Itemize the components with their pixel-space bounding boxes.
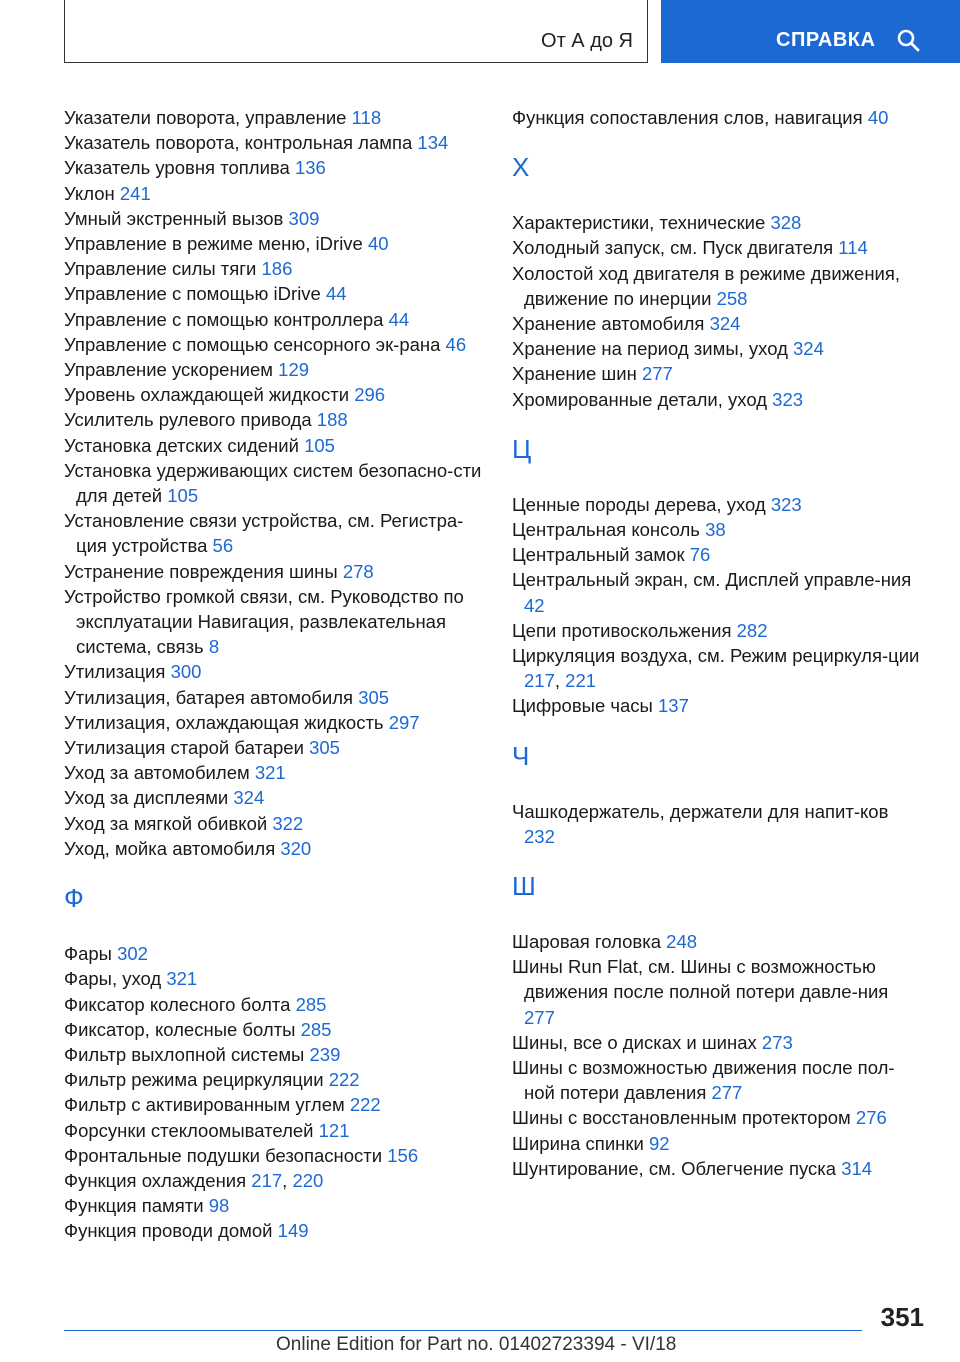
index-entry-text: Фильтр режима рециркуляции bbox=[64, 1069, 324, 1091]
page-link[interactable]: 134 bbox=[417, 132, 449, 154]
index-entry-text: Хранение на период зимы, уход bbox=[512, 338, 788, 360]
index-entry-text: Уход за автомобилем bbox=[64, 762, 250, 784]
page-link[interactable]: 285 bbox=[295, 993, 327, 1015]
index-entry bbox=[512, 235, 922, 260]
index-entry-text: Центральный замок bbox=[512, 544, 685, 566]
page-link[interactable]: 188 bbox=[316, 409, 348, 431]
index-entry-text: Устройство громкой связи, см. Руководство по эксплуатации Навигация, развлекательная система, связь bbox=[64, 585, 464, 658]
index-entry-text: Хранение автомобиля bbox=[512, 313, 705, 335]
index-entry-text: Фронтальные подушки безопасности bbox=[64, 1144, 383, 1166]
page-link[interactable]: 217 bbox=[524, 670, 555, 692]
page-link[interactable]: 277 bbox=[711, 1082, 743, 1104]
page-link[interactable]: 296 bbox=[354, 384, 386, 406]
page-link[interactable]: 44 bbox=[325, 283, 347, 305]
index-entry bbox=[64, 735, 484, 760]
index-entry: Функция охлаждения 217, 220 bbox=[64, 1169, 324, 1191]
index-entry-text: Указатели поворота, управление bbox=[64, 107, 347, 128]
index-entry bbox=[512, 929, 922, 954]
index-entry bbox=[64, 710, 484, 735]
index-entry-text: Хромированные детали, уход bbox=[512, 388, 768, 410]
index-entry-text: Утилизация, батарея автомобиля bbox=[64, 686, 354, 708]
page-link[interactable]: 46 bbox=[445, 333, 467, 355]
page-link[interactable]: 105 bbox=[167, 485, 199, 507]
index-entry-text: Функция охлаждения bbox=[64, 1169, 247, 1191]
index-entry bbox=[64, 433, 484, 458]
index-entry bbox=[64, 357, 484, 382]
page-link[interactable]: 323 bbox=[770, 493, 802, 515]
index-entry bbox=[64, 1218, 484, 1243]
index-entry-text: Уход за дисплеями bbox=[64, 787, 229, 809]
index-entry-text: Цепи противоскольжения bbox=[512, 619, 732, 641]
index-entry-text: Указатель уровня топлива bbox=[64, 157, 290, 179]
section-letter: Ш bbox=[512, 871, 536, 902]
page-link[interactable]: 302 bbox=[117, 943, 148, 965]
index-entry-text: Циркуляция воздуха, см. Режим рециркуля-ции bbox=[512, 645, 920, 667]
page-link[interactable]: 277 bbox=[641, 363, 673, 385]
page-link[interactable]: 92 bbox=[648, 1132, 670, 1154]
index-entry bbox=[64, 332, 484, 357]
index-entry bbox=[512, 1131, 922, 1156]
page-link[interactable]: 320 bbox=[280, 837, 312, 859]
index-entry bbox=[512, 1105, 922, 1130]
index-entry bbox=[512, 618, 922, 643]
index-entry-text: Указатель поворота, контрольная лампа bbox=[64, 132, 413, 154]
index-entry bbox=[64, 685, 484, 710]
page-link[interactable]: 76 bbox=[689, 544, 711, 566]
index-column-right bbox=[512, 105, 922, 1181]
footer-edition: Online Edition for Part no. 01402723394 - VI/18 bbox=[276, 1334, 677, 1355]
page-link[interactable]: 156 bbox=[387, 1144, 419, 1166]
page-link[interactable]: 297 bbox=[388, 711, 420, 733]
index-entry bbox=[64, 458, 484, 508]
index-entry bbox=[64, 382, 484, 407]
index-entry bbox=[512, 954, 922, 1030]
page-link[interactable]: 137 bbox=[658, 695, 689, 717]
page-link[interactable]: 105 bbox=[304, 434, 335, 456]
index-entry bbox=[64, 811, 484, 836]
index-entry-text: Центральный экран, см. Дисплей управле-ния bbox=[512, 569, 912, 591]
index-entry bbox=[64, 659, 484, 684]
index-entry bbox=[512, 261, 922, 311]
index-entry bbox=[64, 785, 484, 810]
page-link[interactable]: 186 bbox=[261, 258, 293, 280]
index-entry-text: Шаровая головка bbox=[512, 931, 662, 953]
page-link[interactable]: 258 bbox=[716, 287, 748, 309]
index-entry bbox=[64, 559, 484, 584]
tab-a-to-z-label: От А до Я bbox=[541, 30, 633, 52]
index-entry bbox=[512, 517, 922, 542]
page-link[interactable]: 232 bbox=[524, 825, 555, 847]
index-entry bbox=[64, 231, 484, 256]
index-entry bbox=[512, 1055, 922, 1105]
index-entry-text: Функция памяти bbox=[64, 1195, 204, 1217]
index-entry-text: Управление ускорением bbox=[64, 359, 274, 381]
index-entry-text: Хранение шин bbox=[512, 363, 637, 385]
page-link[interactable]: 321 bbox=[166, 968, 198, 990]
index-entry bbox=[512, 567, 922, 617]
index-entry bbox=[64, 836, 484, 861]
index-entry-text: Утилизация, охлаждающая жидкость bbox=[64, 711, 384, 733]
index-entry-text: Фиксатор колесного болта bbox=[64, 993, 291, 1015]
index-entry-text: Характеристики, технические bbox=[512, 212, 766, 234]
index-entry-text: Центральная консоль bbox=[512, 519, 700, 541]
index-entry-text: Холодный запуск, см. Пуск двигателя bbox=[512, 237, 834, 259]
page-link[interactable]: 285 bbox=[300, 1018, 332, 1040]
page-link[interactable]: 38 bbox=[705, 519, 726, 541]
index-entry bbox=[64, 1017, 484, 1042]
index-entry-text: Шины, все о дисках и шинах bbox=[512, 1031, 757, 1053]
page-link[interactable]: 222 bbox=[328, 1069, 360, 1091]
page-link[interactable]: 324 bbox=[709, 313, 741, 335]
index-entry bbox=[512, 336, 922, 361]
page-link[interactable]: 300 bbox=[170, 661, 202, 683]
index-entry-text: Управление силы тяги bbox=[64, 258, 257, 280]
section-letter: Ф bbox=[64, 883, 84, 914]
page-link[interactable]: 121 bbox=[318, 1119, 350, 1141]
index-entry-text: Фары bbox=[64, 943, 112, 965]
index-entry-text: Фары, уход bbox=[64, 968, 162, 990]
page-link[interactable]: 149 bbox=[277, 1220, 309, 1242]
index-entry-text: Ширина спинки bbox=[512, 1132, 644, 1154]
page-link[interactable]: 324 bbox=[233, 787, 265, 809]
section-letter: Х bbox=[512, 152, 530, 183]
page-link[interactable]: 276 bbox=[855, 1107, 887, 1129]
index-entry bbox=[64, 941, 484, 966]
page-link[interactable]: 222 bbox=[349, 1094, 381, 1116]
page-link[interactable]: 309 bbox=[288, 207, 320, 229]
index-entry bbox=[64, 1193, 484, 1218]
index-entry bbox=[512, 105, 922, 130]
page-number: 351 bbox=[880, 1302, 924, 1332]
index-entry bbox=[64, 130, 484, 155]
index-entry bbox=[64, 584, 484, 660]
index-entry bbox=[64, 1092, 484, 1117]
section-letter: Ч bbox=[512, 740, 530, 771]
index-entry bbox=[64, 181, 484, 206]
section-letter: Ц bbox=[512, 433, 532, 464]
index-entry bbox=[512, 492, 922, 517]
index-entry-text: Утилизация bbox=[64, 661, 166, 683]
index-entry-text: Устранение повреждения шины bbox=[64, 560, 338, 582]
index-entry-text: Шины с возможностью движения после пол-ной потери давления bbox=[512, 1057, 895, 1104]
page-link[interactable]: 278 bbox=[342, 560, 374, 582]
index-entry-text: Ценные породы дерева, уход bbox=[512, 493, 766, 515]
index-entry-text: Шунтирование, см. Облегчение пуска bbox=[512, 1157, 837, 1179]
index-entry bbox=[64, 1067, 484, 1092]
page-link[interactable]: 40 bbox=[367, 233, 389, 255]
index-entry-text: Функция сопоставления слов, навигация bbox=[512, 107, 863, 128]
index-entry-text: Установление связи устройства, см. Регистра-ция устройства bbox=[64, 510, 464, 557]
index-entry bbox=[512, 693, 922, 718]
index-entry-text: Фильтр с активированным углем bbox=[64, 1094, 345, 1116]
index-entry-text: Холостой ход двигателя в режиме движения, движение по инерции bbox=[512, 262, 901, 309]
page-link[interactable]: 322 bbox=[272, 812, 304, 834]
index-entry-text: Управление с помощью сенсорного эк-рана bbox=[64, 333, 441, 355]
index-entry-text: Уклон bbox=[64, 182, 115, 204]
page-link[interactable]: 98 bbox=[208, 1195, 230, 1217]
index-entry-text: Управление с помощью контроллера bbox=[64, 308, 384, 330]
index-entry-text: Чашкодержатель, держатели для напит-ков bbox=[512, 800, 889, 822]
index-entry-text: Шины Run Flat, см. Шины с возможностью движения после полной потери давле-ния bbox=[512, 956, 889, 1003]
index-entry-text: Утилизация старой батареи bbox=[64, 737, 304, 759]
tab-a-to-z[interactable] bbox=[64, 0, 648, 63]
index-entry-text: Фиксатор, колесные болты bbox=[64, 1018, 296, 1040]
index-entry bbox=[64, 256, 484, 281]
index-entry-text: Установка детских сидений bbox=[64, 434, 299, 456]
index-entry bbox=[64, 281, 484, 306]
index-entry: Циркуляция воздуха, см. Режим рециркуля-ции 217, 221 bbox=[512, 645, 920, 692]
page-link[interactable]: 305 bbox=[358, 686, 390, 708]
index-entry bbox=[512, 1030, 922, 1055]
index-entry bbox=[64, 206, 484, 231]
index-entry bbox=[64, 992, 484, 1017]
page-link[interactable]: 118 bbox=[351, 107, 382, 128]
tab-help-label: СПРАВКА bbox=[776, 29, 876, 51]
index-entry bbox=[512, 799, 922, 849]
page-link[interactable]: 56 bbox=[212, 535, 234, 557]
index-entry-text: Уход, мойка автомобиля bbox=[64, 837, 276, 859]
page-link[interactable]: 273 bbox=[761, 1031, 793, 1053]
index-entry bbox=[64, 307, 484, 332]
index-entry bbox=[512, 542, 922, 567]
index-entry-text: Форсунки стеклоомывателей bbox=[64, 1119, 314, 1141]
page-link[interactable]: 277 bbox=[524, 1006, 555, 1028]
page-link[interactable]: 217 bbox=[251, 1169, 283, 1191]
page-link[interactable]: 220 bbox=[292, 1169, 324, 1191]
index-entry bbox=[512, 361, 922, 386]
index-entry bbox=[64, 407, 484, 432]
index-entry bbox=[64, 1143, 484, 1168]
page-link[interactable]: 239 bbox=[309, 1043, 341, 1065]
page-link[interactable]: 323 bbox=[772, 388, 804, 410]
index-entry bbox=[512, 1156, 922, 1181]
page-link[interactable]: 8 bbox=[208, 636, 220, 658]
page-link[interactable]: 324 bbox=[793, 338, 824, 360]
index-entry bbox=[64, 105, 484, 130]
page-link[interactable]: 305 bbox=[309, 737, 340, 759]
index-entry bbox=[64, 1042, 484, 1067]
footer-divider bbox=[64, 1330, 862, 1331]
page-link[interactable]: 241 bbox=[119, 182, 151, 204]
index-entry bbox=[64, 1118, 484, 1143]
page-link[interactable]: 221 bbox=[565, 670, 597, 692]
index-entry-text: Умный экстренный вызов bbox=[64, 207, 284, 229]
index-entry-text: Управление в режиме меню, iDrive bbox=[64, 233, 363, 255]
index-column-left bbox=[64, 105, 484, 1244]
page-link[interactable]: 129 bbox=[278, 359, 310, 381]
page-link[interactable]: 314 bbox=[841, 1157, 873, 1179]
index-entry-text: Установка удерживающих систем безопасно-сти для детей bbox=[64, 459, 482, 507]
page-link[interactable]: 44 bbox=[388, 308, 410, 330]
index-entry bbox=[512, 210, 922, 235]
page-link[interactable]: 114 bbox=[838, 237, 868, 259]
index-entry bbox=[64, 508, 484, 558]
index-entry-text: Усилитель рулевого привода bbox=[64, 409, 312, 431]
index-entry bbox=[64, 760, 484, 785]
page-link[interactable]: 248 bbox=[666, 931, 698, 953]
search-icon[interactable] bbox=[896, 28, 920, 57]
page-link[interactable]: 40 bbox=[867, 107, 889, 128]
index-entry bbox=[64, 966, 484, 991]
index-entry-text: Управление с помощью iDrive bbox=[64, 283, 321, 305]
index-entry-text: Шины с восстановленным протектором bbox=[512, 1107, 851, 1129]
page-link[interactable]: 328 bbox=[770, 212, 802, 234]
index-entry-text: Уход за мягкой обивкой bbox=[64, 812, 268, 834]
page-link[interactable]: 136 bbox=[294, 157, 326, 179]
index-entry-text: Цифровые часы bbox=[512, 695, 653, 717]
index-entry-text: Фильтр выхлопной системы bbox=[64, 1043, 305, 1065]
index-entry-text: Функция проводи домой bbox=[64, 1220, 273, 1242]
page-link[interactable]: 321 bbox=[254, 762, 286, 784]
page-link[interactable]: 42 bbox=[524, 594, 545, 616]
tab-help[interactable] bbox=[661, 0, 960, 63]
index-entry bbox=[512, 311, 922, 336]
index-entry bbox=[512, 387, 922, 412]
index-entry bbox=[64, 155, 484, 180]
page-link[interactable]: 282 bbox=[736, 619, 768, 641]
index-entry-text: Уровень охлаждающей жидкости bbox=[64, 384, 350, 406]
